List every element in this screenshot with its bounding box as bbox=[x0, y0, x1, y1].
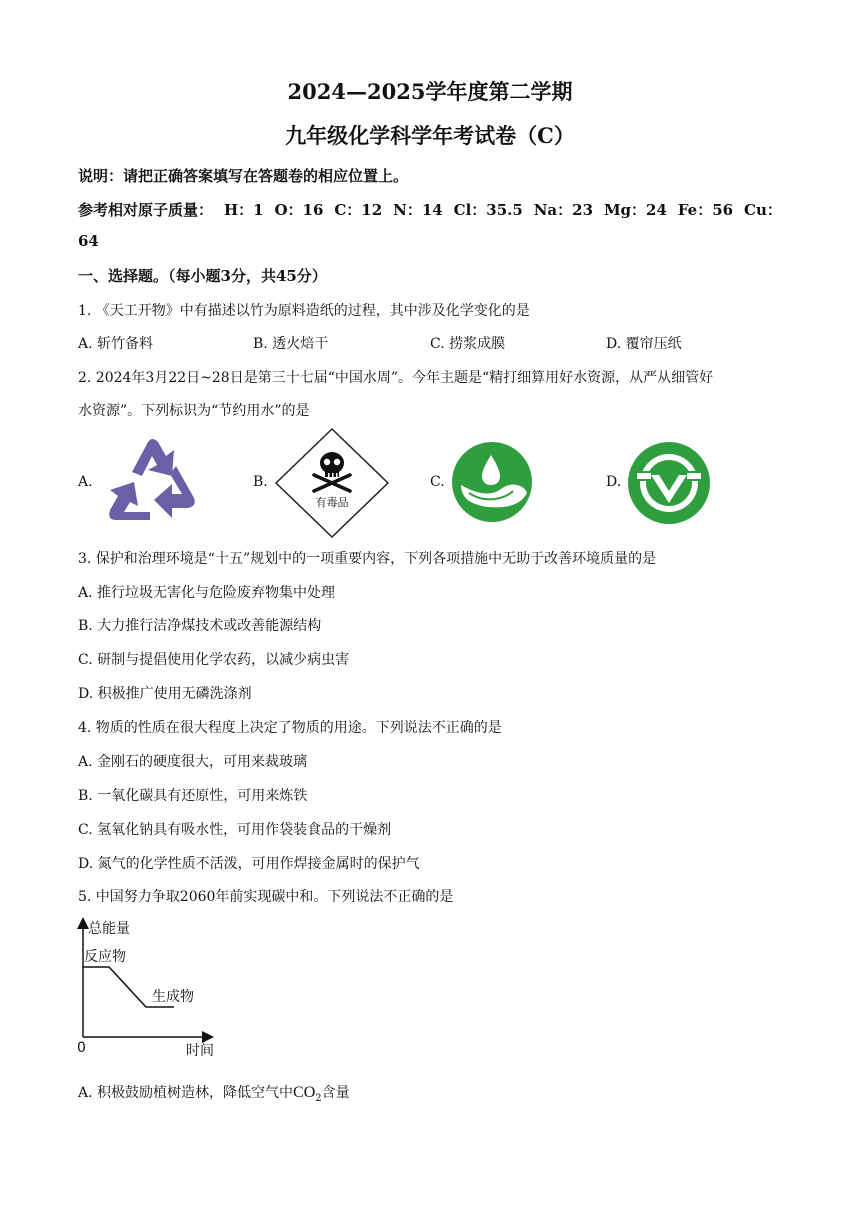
atomic-mass-cl: Cl：35.5 bbox=[453, 201, 523, 219]
water-saving-icon bbox=[451, 441, 533, 523]
q5-option-a-tail: 含量 bbox=[321, 1085, 350, 1101]
product-label: 生成物 bbox=[152, 989, 194, 1005]
section-title: 一、选择题。（每小题3分，共45分） bbox=[78, 267, 327, 285]
y-axis-label: 总能量 bbox=[88, 921, 130, 937]
q4-stem: 4. 物质的性质在很大程度上决定了物质的用途。下列说法不正确的是 bbox=[78, 720, 502, 736]
energy-diagram bbox=[74, 915, 224, 1060]
atomic-mass-cu: Cu： bbox=[744, 201, 782, 219]
q3-option-b: B. 大力推行洁净煤技术或改善能源结构 bbox=[78, 618, 322, 634]
q2-stem-line2: 水资源”。下列标识为“节约用水”的是 bbox=[78, 403, 310, 419]
origin-label: 0 bbox=[77, 1040, 86, 1056]
q5-option-a-text: A. 积极鼓励植树造林，降低空气中 bbox=[78, 1085, 294, 1101]
reactant-label: 反应物 bbox=[84, 949, 126, 965]
q1-option-b: B. 透火焙干 bbox=[253, 336, 329, 352]
q3-option-d: D. 积极推广使用无磷洗涤剂 bbox=[78, 686, 252, 702]
q1-option-d: D. 覆帘压纸 bbox=[606, 336, 682, 352]
q3-option-a: A. 推行垃圾无害化与危险废弃物集中处理 bbox=[78, 585, 336, 601]
q4-option-d: D. 氮气的化学性质不活泼，可用作焊接金属时的保护气 bbox=[78, 856, 420, 872]
recycle-icon bbox=[102, 432, 202, 530]
q2-stem-line1: 2. 2024年3月22日~28日是第三十七届“中国水周”。今年主题是“精打细算用好水资源，从严从细管好 bbox=[78, 370, 714, 386]
q4-option-b: B. 一氧化碳具有还原性，可用来炼铁 bbox=[78, 788, 308, 804]
q3-option-c: C. 研制与提倡使用化学农药，以减少病虫害 bbox=[78, 652, 350, 668]
toxic-hazard-icon bbox=[274, 427, 390, 539]
q2-label-c: C. bbox=[430, 474, 445, 490]
instruction-note: 说明：请把正确答案填写在答题卷的相应位置上。 bbox=[78, 167, 409, 185]
q5-stem: 5. 中国努力争取2060年前实现碳中和。下列说法不正确的是 bbox=[78, 889, 454, 905]
exam-title: 九年级化学科学年考试卷（C） bbox=[285, 123, 575, 148]
q4-option-a: A. 金刚石的硬度很大，可用来裁玻璃 bbox=[78, 754, 308, 770]
q2-label-d: D. bbox=[606, 474, 622, 490]
q5-option-a bbox=[78, 1082, 350, 1104]
atomic-mass-na: Na：23 bbox=[533, 201, 594, 219]
q4-option-c: C. 氢氧化钠具有吸水性，可用作袋装食品的干燥剂 bbox=[78, 822, 392, 838]
q1-option-c: C. 捞浆成膜 bbox=[430, 336, 506, 352]
atomic-mass-label: 参考相对原子质量： bbox=[78, 201, 214, 219]
atomic-mass-c: C：12 bbox=[334, 201, 383, 219]
toxic-label: 有毒品 bbox=[315, 496, 349, 509]
green-food-icon bbox=[627, 441, 711, 525]
q1-stem: 1. 《天工开物》中有描述以竹为原料造纸的过程，其中涉及化学变化的是 bbox=[78, 303, 530, 319]
atomic-mass-mg: Mg：24 bbox=[603, 201, 667, 219]
exam-year-title: 2024—2025学年度第二学期 bbox=[287, 79, 573, 104]
atomic-mass-fe: Fe：56 bbox=[677, 201, 734, 219]
q1-option-a: A. 斩竹备料 bbox=[78, 336, 154, 352]
x-axis-label: 时间 bbox=[186, 1043, 214, 1059]
atomic-mass-o: O：16 bbox=[274, 201, 324, 219]
atomic-mass-n: N：14 bbox=[393, 201, 443, 219]
atomic-mass-cu-value: 64 bbox=[78, 232, 99, 250]
co2-formula: CO bbox=[293, 1084, 316, 1101]
q2-label-a: A. bbox=[78, 474, 93, 490]
co2-subscript: 2 bbox=[315, 1092, 322, 1104]
atomic-mass-h: H：1 bbox=[223, 201, 264, 219]
atomic-mass-line bbox=[78, 199, 782, 220]
q2-label-b: B. bbox=[253, 474, 268, 490]
q3-stem: 3. 保护和治理环境是“十五”规划中的一项重要内容，下列各项措施中无助于改善环境质量的是 bbox=[78, 551, 657, 567]
